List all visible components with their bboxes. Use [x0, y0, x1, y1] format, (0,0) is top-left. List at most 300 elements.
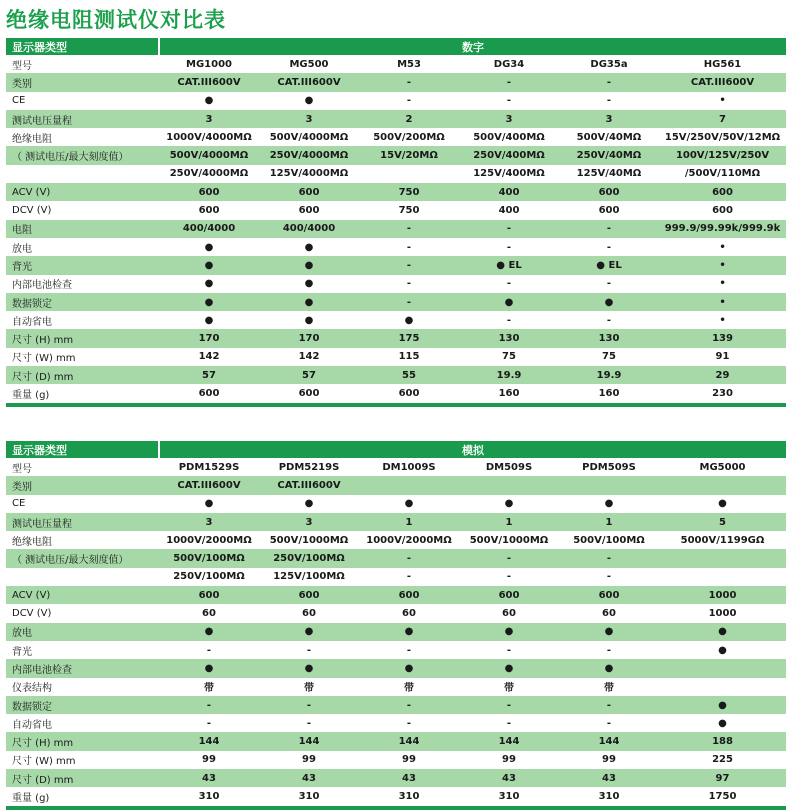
table-cell: 130: [459, 329, 559, 347]
row-label: 类别: [6, 476, 159, 494]
table-cell: 带: [304, 683, 314, 695]
table-cell: ●: [404, 314, 414, 326]
table-cell: -: [206, 644, 212, 656]
table-cell: ●: [159, 293, 259, 311]
table-cell: MG5000: [699, 461, 746, 473]
table-cell: ●: [159, 659, 259, 677]
table-cell: 19.9: [559, 366, 659, 384]
table-cell: 142: [298, 351, 320, 363]
table-cell: [659, 678, 786, 696]
table-cell: 57: [159, 366, 259, 384]
display-type-label: 显示器类型: [6, 38, 159, 55]
table-cell: DM1009S: [382, 461, 436, 473]
table-cell: 125V/40MΩ: [576, 168, 642, 180]
table-row: [6, 384, 786, 404]
table-cell: 60: [602, 608, 616, 620]
table-cell: 600: [459, 586, 559, 604]
table-cell: 310: [459, 787, 559, 807]
page-title: 绝缘电阻测试仪对比表: [6, 8, 226, 32]
table-row: [6, 495, 786, 513]
table-cell: ●: [659, 696, 786, 714]
table-cell: [459, 476, 559, 494]
table-header-row: [6, 441, 786, 458]
table-row: [6, 787, 786, 807]
table-cell: 144: [359, 732, 459, 750]
table-cell: 1000V/2000MΩ: [366, 534, 452, 546]
table-cell: 130: [559, 329, 659, 347]
table-cell: 250V/4000MΩ: [259, 146, 359, 164]
table-row: [6, 568, 786, 586]
table-cell: 带: [204, 683, 214, 695]
row-label: （ 测试电压/最大刻度值）: [6, 146, 159, 164]
table-cell: ●: [359, 623, 459, 641]
table-row: [6, 604, 786, 622]
row-label: 数据锁定: [6, 293, 159, 311]
table-cell: -: [406, 571, 412, 583]
table-cell: ●: [204, 498, 214, 510]
table-cell: 500V/100MΩ: [573, 534, 645, 546]
table-cell: -: [306, 717, 312, 729]
table-cell: 57: [259, 366, 359, 384]
table-cell: ●: [159, 623, 259, 641]
table-cell: ●: [504, 498, 514, 510]
table-cell: -: [206, 717, 212, 729]
table-cell: 1750: [659, 787, 786, 807]
table-cell: 250V/400MΩ: [459, 146, 559, 164]
table-cell: [559, 476, 659, 494]
table-cell: -: [506, 571, 512, 583]
table-cell: 600: [359, 384, 459, 404]
display-type-value: 数字: [159, 38, 786, 55]
row-label: 放电: [12, 243, 32, 255]
table-cell: ●: [718, 498, 727, 510]
table-cell: PDM1529S: [178, 461, 240, 473]
table-row: [6, 165, 786, 183]
table-cell: MG500: [289, 58, 329, 70]
table-cell: 400: [498, 205, 520, 217]
table-cell: -: [459, 696, 559, 714]
row-label: 尺寸 (W) mm: [12, 756, 76, 768]
table-cell: -: [606, 278, 612, 290]
table-cell: 500V/1000MΩ: [469, 534, 549, 546]
table-cell: 43: [559, 769, 659, 787]
table-cell: 29: [659, 366, 786, 384]
table-cell: 19.9: [459, 366, 559, 384]
table-cell: ●: [159, 256, 259, 274]
table-cell: 250V/4000MΩ: [169, 168, 249, 180]
table-cell: [359, 476, 459, 494]
table-row: [6, 55, 786, 73]
table-cell: 310: [259, 787, 359, 807]
table-cell: 7: [659, 110, 786, 128]
row-label: DCV (V): [12, 205, 52, 217]
table-cell: •: [659, 256, 786, 274]
table-cell: [659, 476, 786, 494]
table-cell: 60: [202, 608, 216, 620]
table-row: [6, 146, 786, 164]
table-cell: 160: [459, 384, 559, 404]
table-cell: 400: [459, 183, 559, 201]
table-cell: ●: [204, 241, 214, 253]
table-cell: -: [459, 549, 559, 567]
table-cell: 60: [502, 608, 516, 620]
table-row: [6, 238, 786, 256]
table-cell: 600: [598, 205, 620, 217]
table-row: [6, 201, 786, 219]
table-cell: 600: [159, 183, 259, 201]
table-row: [6, 549, 786, 567]
row-label: 测试电压量程: [6, 513, 159, 531]
table-cell: ●: [718, 717, 727, 729]
table-row: [6, 311, 786, 329]
table-cell: 250V/100MΩ: [173, 571, 245, 583]
table-cell: [359, 165, 459, 183]
table-cell: 99: [602, 754, 616, 766]
table-cell: -: [359, 73, 459, 91]
table-cell: -: [506, 717, 512, 729]
table-row: [6, 329, 786, 347]
table-cell: 500V/100MΩ: [159, 549, 259, 567]
table-cell: -: [406, 278, 412, 290]
table-row: [6, 641, 786, 659]
table-cell: 500V/4000MΩ: [159, 146, 259, 164]
table-row: [6, 678, 786, 696]
table-cell: 600: [559, 586, 659, 604]
table-row: [6, 348, 786, 366]
table-cell: 144: [559, 732, 659, 750]
table-cell: 310: [159, 787, 259, 807]
table-cell: 15V/250V/50V/12MΩ: [664, 131, 781, 143]
row-label: 尺寸 (D) mm: [6, 366, 159, 384]
row-label: CE: [12, 95, 26, 107]
table-cell: -: [606, 314, 612, 326]
table-cell: -: [406, 241, 412, 253]
table-cell: ●: [259, 256, 359, 274]
table-cell: 125V/100MΩ: [273, 571, 345, 583]
table-cell: 3: [159, 513, 259, 531]
table-cell: 43: [259, 769, 359, 787]
row-label: [6, 165, 159, 183]
table-cell: 55: [359, 366, 459, 384]
table-cell: 1000: [659, 586, 786, 604]
table-cell: -: [559, 220, 659, 238]
table-cell: -: [459, 73, 559, 91]
table-cell: 144: [259, 732, 359, 750]
row-label: 型号: [12, 60, 32, 72]
table-cell: 43: [359, 769, 459, 787]
table-cell: 500V/40MΩ: [576, 131, 642, 143]
table-cell: ●: [204, 314, 214, 326]
table-cell: •: [719, 278, 726, 290]
table-cell: PDM509S: [582, 461, 636, 473]
display-type-value: 模拟: [159, 441, 786, 458]
table-cell: ●: [259, 623, 359, 641]
table-cell: 3: [159, 110, 259, 128]
table-cell: -: [506, 95, 512, 107]
table-cell: 3: [259, 513, 359, 531]
table-cell: DG34: [493, 58, 525, 70]
table-cell: ●: [304, 278, 314, 290]
row-label: CE: [12, 498, 26, 510]
table-cell: DM509S: [485, 461, 533, 473]
table-cell: 99: [502, 754, 516, 766]
table-cell: ●: [304, 95, 314, 107]
table-cell: CAT.III600V: [259, 476, 359, 494]
table-cell: -: [359, 220, 459, 238]
table-cell: •: [659, 293, 786, 311]
table-cell: 188: [659, 732, 786, 750]
table-cell: ●: [559, 623, 659, 641]
table-cell: ●: [559, 293, 659, 311]
table-cell: 500V/4000MΩ: [269, 131, 349, 143]
table-cell: 43: [459, 769, 559, 787]
table-cell: 500V/400MΩ: [473, 131, 545, 143]
table-cell: 600: [259, 586, 359, 604]
table-cell: -: [459, 220, 559, 238]
table-cell: ●: [659, 623, 786, 641]
row-label: 重量 (g): [6, 384, 159, 404]
table-cell: -: [606, 644, 612, 656]
table-cell: -: [406, 644, 412, 656]
table-cell: ●: [459, 293, 559, 311]
table-cell: -: [159, 696, 259, 714]
table-cell: 600: [159, 586, 259, 604]
table-cell: ● EL: [559, 256, 659, 274]
table-cell: 500V/200MΩ: [373, 131, 445, 143]
table-cell: 1000: [708, 608, 737, 620]
row-label: 尺寸 (H) mm: [6, 329, 159, 347]
table-cell: 2: [359, 110, 459, 128]
table-cell: -: [359, 696, 459, 714]
table-cell: 400/4000: [259, 220, 359, 238]
row-label: （ 测试电压/最大刻度值）: [6, 549, 159, 567]
row-label: 背光: [12, 646, 32, 658]
table-cell: ● EL: [459, 256, 559, 274]
table-row: [6, 531, 786, 549]
row-label: 绝缘电阻: [12, 133, 52, 145]
table-cell: 5: [659, 513, 786, 531]
row-label: ACV (V): [6, 183, 159, 201]
comparison-table-digital: [6, 38, 786, 407]
table-row: [6, 769, 786, 787]
table-cell: 1: [359, 513, 459, 531]
table-row: [6, 476, 786, 494]
table-cell: -: [359, 293, 459, 311]
table-cell: ●: [259, 659, 359, 677]
table-cell: 250V/40MΩ: [559, 146, 659, 164]
row-label: 自动省电: [12, 316, 52, 328]
table-cell: ●: [359, 659, 459, 677]
table-cell: ●: [404, 498, 414, 510]
table-cell: -: [559, 549, 659, 567]
table-cell: 250V/100MΩ: [259, 549, 359, 567]
row-label: 电阻: [6, 220, 159, 238]
table-cell: HG561: [703, 58, 742, 70]
table-cell: -: [606, 95, 612, 107]
table-cell: 750: [398, 205, 420, 217]
table-cell: -: [606, 241, 612, 253]
row-label: 测试电压量程: [6, 110, 159, 128]
table-cell: 5000V/1199GΩ: [680, 534, 765, 546]
row-label: 内部电池检查: [12, 280, 72, 292]
table-row: [6, 92, 786, 110]
table-cell: CAT.III600V: [259, 73, 359, 91]
table-cell: 170: [159, 329, 259, 347]
table-cell: -: [506, 644, 512, 656]
table-row: [6, 293, 786, 311]
table-cell: 带: [504, 683, 514, 695]
table-cell: -: [406, 95, 412, 107]
table-cell: 97: [659, 769, 786, 787]
row-label: 类别: [6, 73, 159, 91]
table-cell: -: [359, 256, 459, 274]
row-label: 绝缘电阻: [12, 536, 52, 548]
table-cell: 1000V/2000MΩ: [166, 534, 252, 546]
table-header-row: [6, 38, 786, 55]
table-cell: ●: [459, 623, 559, 641]
table-cell: 310: [559, 787, 659, 807]
table-cell: •: [719, 241, 726, 253]
table-cell: /500V/110MΩ: [684, 168, 761, 180]
table-row: [6, 586, 786, 604]
table-cell: 1000V/4000MΩ: [166, 131, 252, 143]
table-row: [6, 110, 786, 128]
table-cell: [659, 549, 786, 567]
row-label: 数据锁定: [6, 696, 159, 714]
table-cell: 99: [402, 754, 416, 766]
table-cell: 500V/1000MΩ: [269, 534, 349, 546]
table-cell: 600: [298, 205, 320, 217]
row-label: 自动省电: [12, 719, 52, 731]
table-cell: 15V/20MΩ: [359, 146, 459, 164]
table-cell: ●: [718, 644, 727, 656]
table-cell: 225: [712, 754, 733, 766]
table-cell: 125V/4000MΩ: [269, 168, 349, 180]
table-cell: 600: [198, 205, 220, 217]
table-cell: 750: [359, 183, 459, 201]
table-cell: 75: [502, 351, 516, 363]
row-label: 尺寸 (W) mm: [12, 353, 76, 365]
table-cell: 3: [459, 110, 559, 128]
table-cell: 100V/125V/250V: [659, 146, 786, 164]
table-cell: 带: [404, 683, 414, 695]
comparison-table-analog: [6, 441, 786, 810]
table-cell: 400/4000: [159, 220, 259, 238]
row-label: DCV (V): [12, 608, 52, 620]
table-cell: 600: [559, 183, 659, 201]
row-label: 放电: [6, 623, 159, 641]
table-cell: 75: [602, 351, 616, 363]
table-cell: -: [359, 549, 459, 567]
row-label: [6, 568, 159, 586]
table-cell: -: [506, 278, 512, 290]
table-row: [6, 732, 786, 750]
table-cell: -: [559, 73, 659, 91]
table-cell: ●: [559, 659, 659, 677]
table-cell: 91: [715, 351, 730, 363]
row-label: 仪表结构: [12, 683, 52, 695]
table-cell: •: [719, 314, 726, 326]
table-cell: DG35a: [590, 58, 628, 70]
table-cell: 170: [259, 329, 359, 347]
row-label: 内部电池检查: [6, 659, 159, 677]
row-label: 型号: [12, 463, 32, 475]
table-cell: 175: [359, 329, 459, 347]
table-cell: 600: [359, 586, 459, 604]
display-type-label: 显示器类型: [6, 441, 159, 458]
table-row: [6, 696, 786, 714]
row-label: 背光: [6, 256, 159, 274]
table-cell: -: [259, 696, 359, 714]
table-cell: 600: [659, 183, 786, 201]
table-cell: 125V/400MΩ: [473, 168, 545, 180]
table-row: [6, 73, 786, 91]
table-row: [6, 714, 786, 732]
table-cell: -: [506, 314, 512, 326]
table-cell: [659, 568, 786, 586]
table-cell: PDM5219S: [278, 461, 340, 473]
table-cell: MG1000: [186, 58, 232, 70]
table-cell: 115: [398, 351, 420, 363]
table-row: [6, 623, 786, 641]
table-row: [6, 220, 786, 238]
table-cell: -: [306, 644, 312, 656]
table-cell: 310: [359, 787, 459, 807]
table-cell: ●: [204, 278, 214, 290]
table-cell: ●: [459, 659, 559, 677]
table-cell: -: [506, 241, 512, 253]
table-cell: ●: [204, 95, 214, 107]
table-cell: 3: [259, 110, 359, 128]
table-cell: CAT.III600V: [659, 73, 786, 91]
table-cell: 160: [559, 384, 659, 404]
table-cell: 99: [302, 754, 316, 766]
table-row: [6, 366, 786, 384]
table-cell: ●: [259, 293, 359, 311]
table-row: [6, 458, 786, 476]
table-cell: 99: [202, 754, 216, 766]
table-cell: 3: [559, 110, 659, 128]
table-cell: 1: [559, 513, 659, 531]
table-row: [6, 513, 786, 531]
table-cell: 144: [159, 732, 259, 750]
table-cell: ●: [304, 241, 314, 253]
row-label: 重量 (g): [6, 787, 159, 807]
table-row: [6, 183, 786, 201]
table-row: [6, 256, 786, 274]
table-cell: 600: [259, 183, 359, 201]
table-cell: 600: [259, 384, 359, 404]
table-cell: 142: [198, 351, 220, 363]
table-cell: 43: [159, 769, 259, 787]
row-label: 尺寸 (D) mm: [6, 769, 159, 787]
table-cell: M53: [397, 58, 421, 70]
table-cell: CAT.III600V: [159, 476, 259, 494]
table-cell: -: [606, 717, 612, 729]
table-cell: •: [719, 95, 726, 107]
table-cell: -: [606, 571, 612, 583]
table-cell: -: [406, 717, 412, 729]
row-label: 尺寸 (H) mm: [6, 732, 159, 750]
table-row: [6, 659, 786, 677]
table-cell: 230: [659, 384, 786, 404]
table-cell: ●: [304, 314, 314, 326]
table-cell: 60: [302, 608, 316, 620]
table-row: [6, 751, 786, 769]
row-label: ACV (V): [6, 586, 159, 604]
table-cell: CAT.III600V: [159, 73, 259, 91]
table-cell: -: [559, 696, 659, 714]
